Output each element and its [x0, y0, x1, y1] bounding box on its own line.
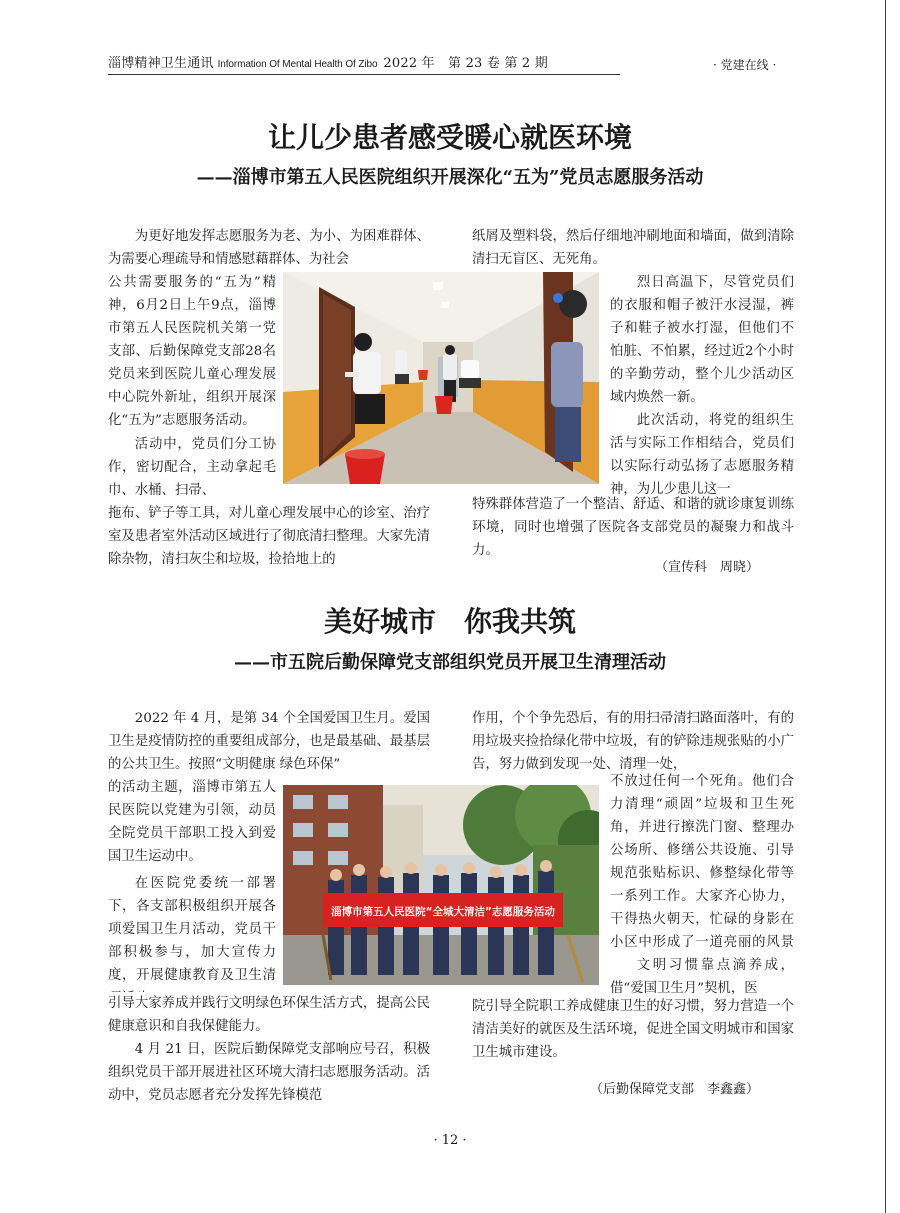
article2-subtitle: ——市五院后勤保障党支部组织党员开展卫生清理活动	[234, 652, 666, 673]
article2-right-beside-photo-2: 文明习惯靠点滴养成，借“爱国卫生月”契机，医	[610, 958, 794, 996]
section-label: · 党建在线 ·	[713, 58, 777, 72]
page-number: · 12 ·	[433, 1133, 467, 1148]
article1-left-beside-photo: 公共需要服务的“五为”精神，6月2日上午9点，淄博市第五人民医院机关第一党支部、后勤保障党支部28名党员来到医院儿童心理发展中心院外新址，组织开展深化“五为”志愿服务活动。	[108, 275, 276, 428]
article1-signature: （宣传科 周晓）	[655, 560, 760, 575]
article2-left-beside-photo-2: 在医院党委统一部署下，各支部积极组织开展各项爱国卫生月活动，党员干部积极参与，加大宣传力度，开展健康教育及卫生清	[108, 876, 276, 983]
article2-left-beside-photo: 的活动主题，淄博市第五人民医院以党建为引领，动员全院党员干部职工投入到爱国卫生运动中。	[108, 780, 276, 864]
article2-left-top: 2022 年 4 月，是第 34 个全国爱国卫生月。爱国卫生是疫情防控的重要组成部分，也是最基础、最基层的公共卫生。按照“文明健康 绿色环保”	[108, 711, 430, 772]
article2-signature: （后勤保障党支部 李鑫鑫）	[590, 1082, 760, 1097]
article2-left-bottom: 引导大家养成并践行文明绿色环保生活方式，提高公民健康意识和自我保健能力。	[108, 996, 430, 1034]
article1-left-top: 为更好地发挥志愿服务为老、为小、为困难群体、为需要心理疏导和情感慰藉群体、为社会	[108, 229, 430, 267]
header-left	[108, 52, 548, 71]
article1-right-top: 纸屑及塑料袋，然后仔细地冲刷地面和墙面，做到清除清扫无盲区、无死角。	[472, 229, 794, 267]
article1-photo-hallway-cleaning	[283, 272, 599, 484]
issue-info: 2022 年 第 23 卷 第 2 期	[383, 56, 548, 71]
article2-title: 美好城市 你我共筑	[323, 605, 576, 638]
journal-title-en: Information Of Mental Health Of Zibo	[217, 59, 378, 70]
banner-text: 淄博市第五人民医院“全城大清洁”志愿服务活动	[331, 906, 555, 918]
article1-right-bottom: 特殊群体营造了一个整洁、舒适、和谐的就诊康复训练环境，同时也增强了医院各支部党员的凝聚力和战斗力。	[472, 497, 794, 558]
article1-subtitle: ——淄博市第五人民医院组织开展深化“五为”党员志愿服务活动	[196, 167, 704, 188]
article1-title: 让儿少患者感受暖心就医环境	[267, 121, 632, 154]
article1-left-beside-photo-2: 活动中，党员们分工协作，密切配合，主动拿起毛巾、水桶、扫帚、	[108, 437, 276, 498]
journal-title-cn: 淄博精神卫生通讯	[108, 56, 214, 71]
running-header	[108, 48, 620, 75]
article2-right-bottom: 院引导全院职工养成健康卫生的好习惯，努力营造一个清洁美好的就医及生活环境，促进全国文明城市和国家卫生城市建设。	[472, 999, 794, 1060]
article1-right-beside-photo: 烈日高温下，尽管党员们的衣服和帽子被汗水浸湿，裤子和鞋子被水打湿，但他们不怕脏、不怕累，经过近2个小时的辛勤劳动，整个儿少活动区域内焕然一新。	[610, 275, 794, 405]
article1-left-bottom: 拖布、铲子等工具，对儿童心理发展中心的诊室、治疗室及患者室外活动区域进行了彻底清扫整理。大家先清除杂物，清扫灰尘和垃圾，捡拾地上的	[108, 506, 430, 567]
article2-right-top: 作用，个个争先恐后，有的用扫帚清扫路面落叶，有的用垃圾夹捡拾绿化带中垃圾，有的铲除违规张贴的小广告，努力做到发现一处、清理一处，	[472, 711, 794, 772]
article2-photo-group-banner	[283, 785, 599, 985]
article2-right-beside-photo: 不放过任何一个死角。他们合力清理“顽固”垃圾和卫生死角，并进行擦洗门窗、整理办公场所、修缮公共设施、引导规范张贴标识、修整绿化带等一系列工作。大家齐心协力，干得热火朝天，忙碌的身影在小区中形成了一道亮丽的风景	[610, 774, 794, 950]
article2-left-para3: 4 月 21 日，医院后勤保障党支部响应号召，积极组织党员干部开展进社区环境大清扫志愿服务活动。活动中，党员志愿者充分发挥先锋模范	[108, 1042, 430, 1103]
article1-right-beside-photo-2: 此次活动，将党的组织生活与实际工作相结合，党员们以实际行动弘扬了志愿服务精神，为儿少患儿这一	[610, 413, 794, 497]
